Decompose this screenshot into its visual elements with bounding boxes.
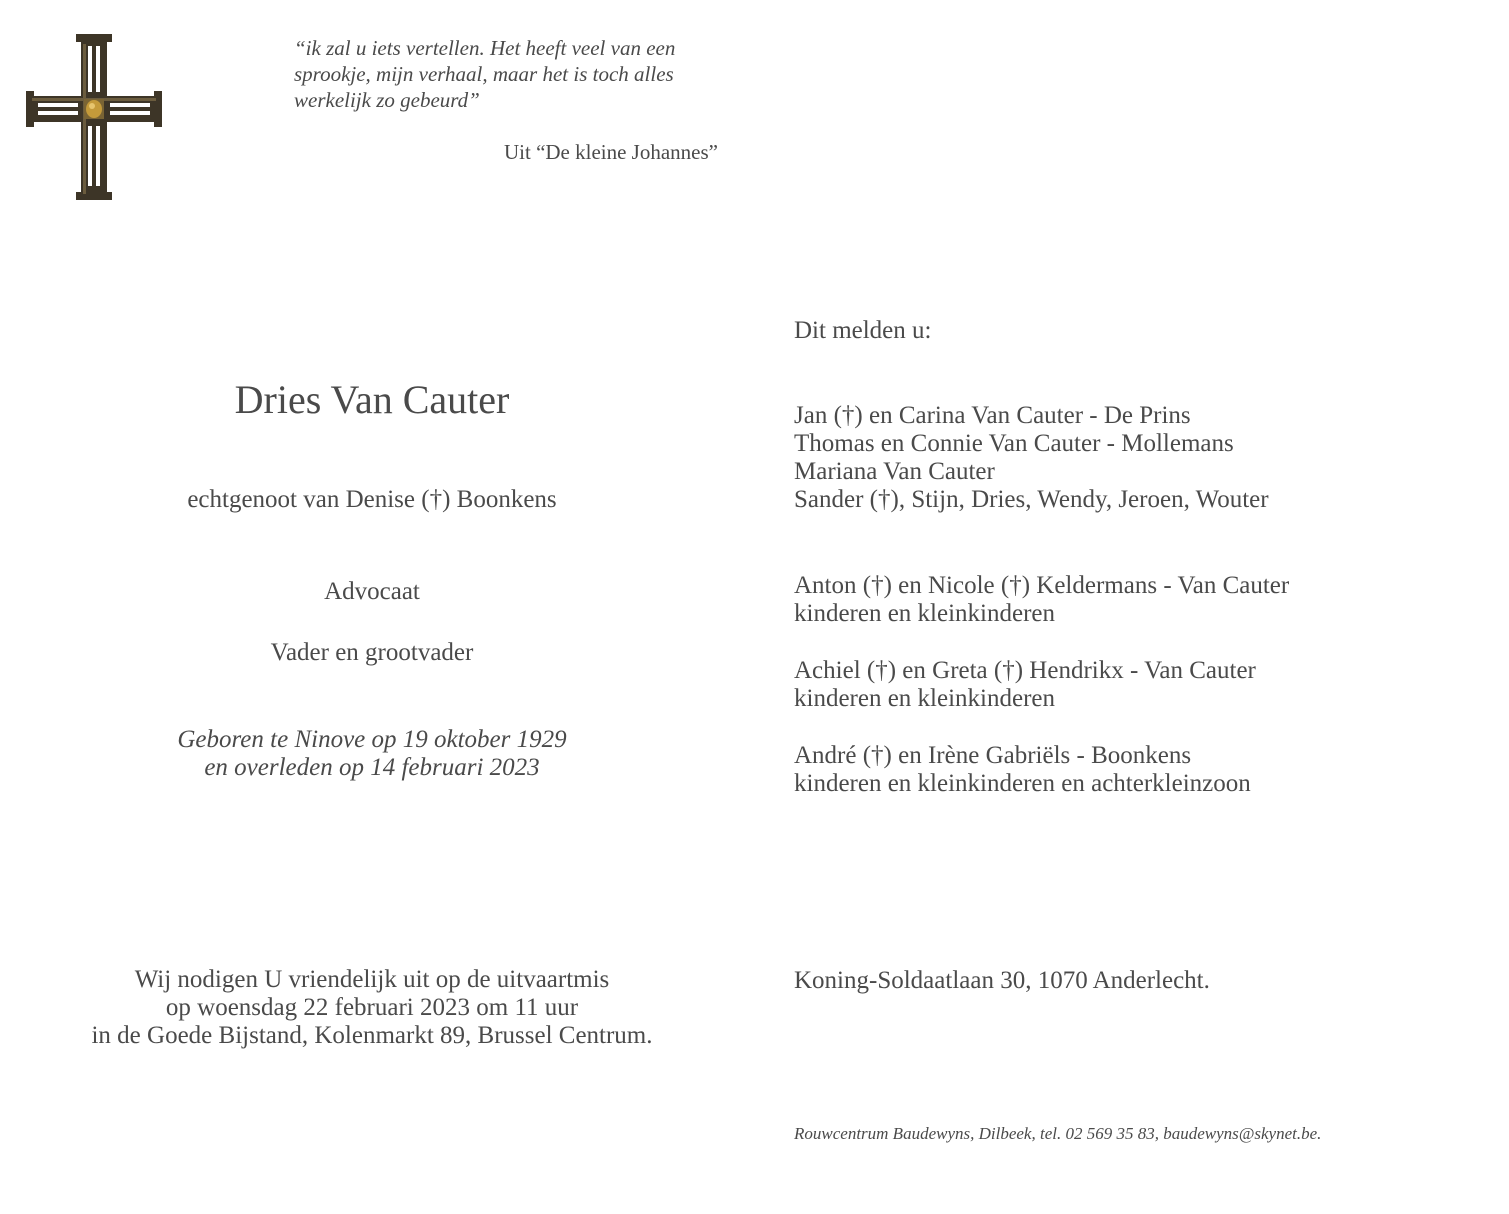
family-line: Thomas en Connie Van Cauter - Mollemans [794,430,1234,457]
family-line: Achiel (†) en Greta (†) Hendrikx - Van Cauter [794,657,1256,684]
family-group [794,657,1484,713]
family-line: kinderen en kleinkinderen en achterkleinzoon [794,770,1251,797]
bronze-cross-icon [26,34,162,200]
family-line: André (†) en Irène Gabriëls - Boonkens [794,742,1192,769]
family-line: Sander (†), Stijn, Dries, Wendy, Jeroen, Wouter [794,486,1269,513]
invitation-line: Wij nodigen U vriendelijk uit op de uitvaartmis [134,966,610,993]
funeral-invitation [72,966,672,1050]
profession: Advocaat [324,578,420,605]
epigraph-quote [294,35,734,113]
family-line: kinderen en kleinkinderen [794,600,1056,627]
quote-line: “ik zal u iets vertellen. Het heeft veel van een [294,36,676,60]
spouse-line: echtgenoot van Denise (†) Boonkens [187,486,557,513]
family-group [794,572,1484,628]
quote-source: Uit “De kleine Johannes” [503,140,718,164]
family-line: Anton (†) en Nicole (†) Keldermans - Van Cauter [794,572,1290,599]
deceased-name: Dries Van Cauter [234,377,510,422]
family-role: Vader en grootvader [270,639,474,666]
quote-line: sprookje, mijn verhaal, maar het is toch alles [294,62,674,86]
death-line: en overleden op 14 februari 2023 [204,754,540,781]
quote-line: werkelijk zo gebeurd” [294,88,480,112]
family-line: kinderen en kleinkinderen [794,685,1056,712]
invitation-line: op woensdag 22 februari 2023 om 11 uur [165,994,579,1021]
funeral-home-credit: Rouwcentrum Baudewyns, Dilbeek, tel. 02 569 35 83, baudewyns@skynet.be. [794,1124,1322,1143]
family-group [794,402,1484,514]
family-line: Jan (†) en Carina Van Cauter - De Prins [794,402,1191,429]
birth-line: Geboren te Ninove op 19 oktober 1929 [177,726,567,753]
announcement-intro: Dit melden u: [794,317,932,344]
condolence-address: Koning-Soldaatlaan 30, 1070 Anderlecht. [794,967,1210,994]
birth-death-dates [72,726,672,782]
family-line: Mariana Van Cauter [794,458,995,485]
family-group [794,742,1484,798]
invitation-line: in de Goede Bijstand, Kolenmarkt 89, Brussel Centrum. [91,1022,653,1049]
